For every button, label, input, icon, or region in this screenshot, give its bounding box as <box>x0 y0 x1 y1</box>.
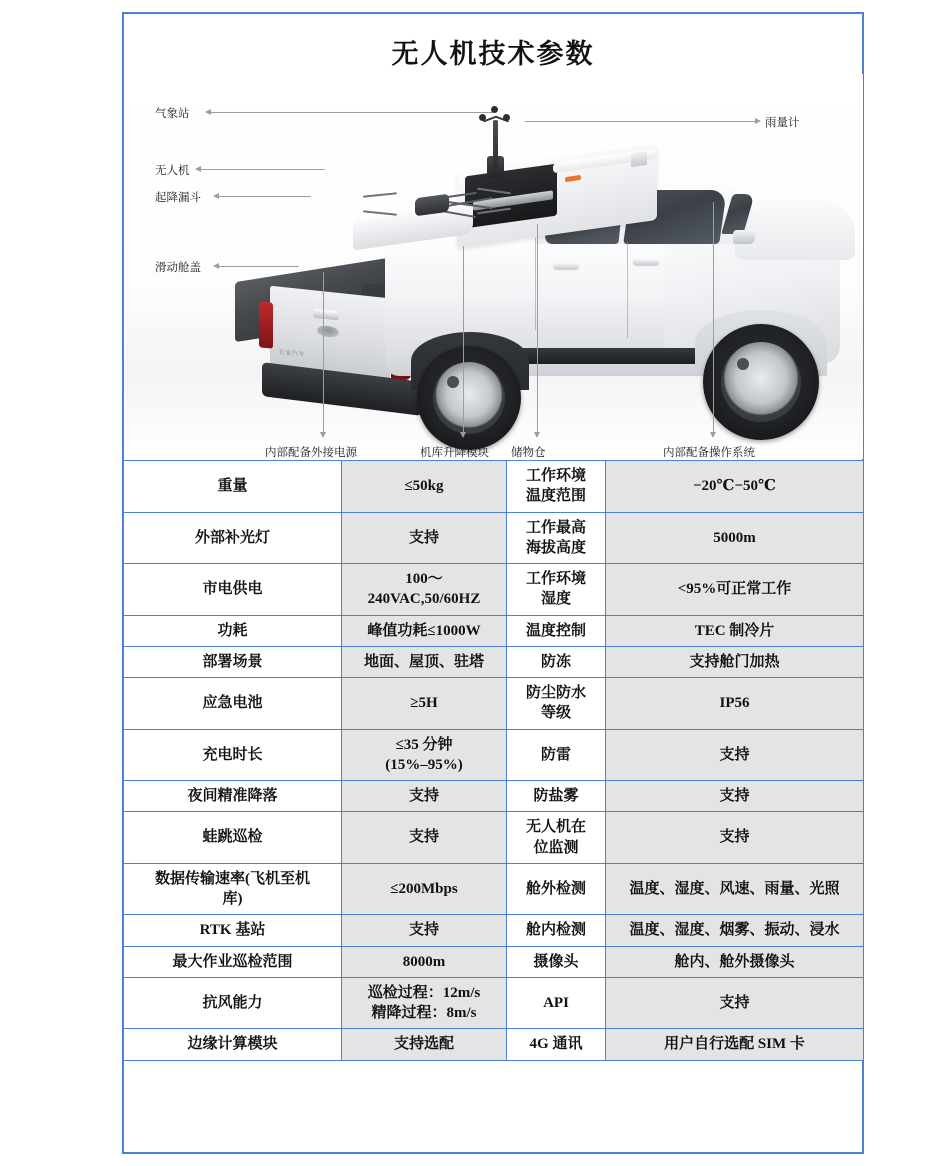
cell-line: 外部补光灯 <box>194 529 270 546</box>
cell-line: 边缘计算模块 <box>187 1036 278 1053</box>
cell-line: 舱内、舱外摄像头 <box>674 953 795 970</box>
callout-arrow-operating-system <box>710 432 716 438</box>
taillight-left <box>259 301 273 348</box>
table-cell-1-3 <box>606 512 864 564</box>
table-cell-0-2 <box>507 461 606 513</box>
table-row <box>124 678 864 730</box>
table-cell-6-2 <box>507 729 606 781</box>
table-row <box>124 1029 864 1060</box>
callout-label-drone: 无人机 <box>155 165 190 177</box>
cell-line: 无人机在 <box>525 819 586 836</box>
callout-label-rain-gauge: 雨量计 <box>765 117 800 129</box>
side-mirror <box>733 230 755 244</box>
table-cell-5-3 <box>606 678 864 730</box>
table-cell-1-0 <box>124 512 342 564</box>
cell-line: 温度、湿度、烟雾、振动、浸水 <box>629 922 840 939</box>
cell-line: 摄像头 <box>533 953 579 970</box>
product-diagram <box>125 74 863 459</box>
table-row <box>124 512 864 564</box>
cell-line: 支持舱门加热 <box>689 653 780 670</box>
cell-line: 海拔高度 <box>525 539 586 556</box>
cell-line: 最大作业巡检范围 <box>172 953 293 970</box>
table-cell-9-1 <box>342 863 507 915</box>
table-cell-7-1 <box>342 781 507 812</box>
table-cell-6-1 <box>342 729 507 781</box>
table-cell-0-1 <box>342 461 507 513</box>
cell-line: 支持 <box>408 788 439 804</box>
table-cell-11-1 <box>342 946 507 977</box>
table-cell-8-0 <box>124 812 342 864</box>
table-cell-4-0 <box>124 646 342 677</box>
table-cell-1-1 <box>342 512 507 564</box>
table-cell-3-1 <box>342 615 507 646</box>
table-cell-9-0 <box>124 863 342 915</box>
table-row <box>124 615 864 646</box>
table-cell-10-2 <box>507 915 606 946</box>
front-rim <box>721 342 801 422</box>
rear-wheel <box>417 346 521 450</box>
cell-line: ≤200Mbps <box>390 880 458 897</box>
table-cell-2-0 <box>124 564 342 616</box>
callout-line-sliding-cover <box>219 266 299 267</box>
table-cell-12-2 <box>507 977 606 1029</box>
cell-line: (15%–95%) <box>385 756 463 773</box>
cell-line: 市电供电 <box>202 581 263 598</box>
cell-line: 8000m <box>402 953 446 970</box>
callout-line-operating-system <box>713 202 714 434</box>
weather-station-mast <box>493 120 498 172</box>
table-cell-2-3 <box>606 564 864 616</box>
table-cell-1-2 <box>507 512 606 564</box>
callout-arrow-sliding-cover <box>213 263 219 269</box>
door-handle-rear <box>553 262 579 269</box>
drone-propeller-2 <box>363 210 397 216</box>
table-cell-0-3 <box>606 461 864 513</box>
cell-line: IP56 <box>719 695 750 712</box>
cell-line: 地面、屋顶、驻塔 <box>363 653 484 670</box>
rear-rim <box>433 362 505 434</box>
cell-line: 精降过程：8m/s <box>371 1005 477 1021</box>
page-title: 无人机技术参数 <box>391 39 595 69</box>
pickup-truck-illustration <box>235 134 863 454</box>
cell-line: 支持 <box>408 529 439 546</box>
table-cell-2-2 <box>507 564 606 616</box>
table-cell-5-1 <box>342 678 507 730</box>
table-cell-9-3 <box>606 863 864 915</box>
cell-line: 支持选配 <box>393 1036 454 1053</box>
cell-line: API <box>543 994 569 1011</box>
table-cell-4-1 <box>342 646 507 677</box>
callout-arrow-weather-station <box>205 109 211 115</box>
table-cell-7-2 <box>507 781 606 812</box>
front-hub <box>737 358 749 370</box>
callout-line-landing-funnel <box>219 196 311 197</box>
table-cell-3-3 <box>606 615 864 646</box>
cell-line: 位监测 <box>533 839 579 856</box>
table-cell-3-2 <box>507 615 606 646</box>
table-cell-12-0 <box>124 977 342 1029</box>
cell-line: 支持 <box>408 829 439 846</box>
cell-line: 库) <box>222 891 243 907</box>
cell-line: 防雷 <box>540 746 571 763</box>
table-cell-7-3 <box>606 781 864 812</box>
callout-arrow-storage <box>534 432 540 438</box>
table-cell-5-2 <box>507 678 606 730</box>
cell-line: 舱内检测 <box>525 922 586 939</box>
cell-line: ≥5H <box>410 695 438 712</box>
table-cell-5-0 <box>124 678 342 730</box>
cell-line: 工作最高 <box>525 519 586 536</box>
table-row <box>124 915 864 946</box>
cell-line: 等级 <box>540 705 571 722</box>
cell-line: 工作环境 <box>525 571 586 587</box>
table-cell-8-1 <box>342 812 507 864</box>
callout-line-storage <box>537 224 538 434</box>
cell-line: 充电时长 <box>202 746 263 763</box>
door-seam-front <box>627 242 628 338</box>
table-cell-13-1 <box>342 1029 507 1060</box>
table-row <box>124 461 864 513</box>
cell-line: 舱外检测 <box>525 880 586 897</box>
cell-line: 抗风能力 <box>202 994 263 1011</box>
cell-line: 支持 <box>719 994 750 1011</box>
table-row <box>124 946 864 977</box>
cell-line: 工作环境 <box>525 468 586 484</box>
callout-line-external-power <box>323 272 324 434</box>
cell-line: 峰值功耗≤1000W <box>367 622 481 639</box>
cell-line: 100～ <box>405 571 443 587</box>
table-cell-4-2 <box>507 646 606 677</box>
callout-label-sliding-cover: 滑动舱盖 <box>155 262 201 274</box>
cell-line: RTK 基站 <box>199 922 266 939</box>
table-row <box>124 863 864 915</box>
cell-line: 支持 <box>719 788 750 804</box>
cell-line: 防尘防水 <box>525 685 586 701</box>
anemometer-cup-1 <box>479 114 486 121</box>
vehicle-brand-badge: 长安汽车 <box>279 349 306 359</box>
table-cell-3-0 <box>124 615 342 646</box>
table-cell-13-0 <box>124 1029 342 1060</box>
table-cell-11-2 <box>507 946 606 977</box>
table-cell-4-3 <box>606 646 864 677</box>
table-cell-13-3 <box>606 1029 864 1060</box>
callout-line-weather-station <box>211 112 493 113</box>
cell-line: 防盐雾 <box>533 788 579 804</box>
spec-table <box>123 460 864 1061</box>
callout-line-drone <box>201 169 325 170</box>
table-cell-12-1 <box>342 977 507 1029</box>
cell-line: 功耗 <box>217 622 248 639</box>
rear-hub <box>447 376 459 388</box>
cell-line: ≤50kg <box>404 478 444 495</box>
callout-label-weather-station: 气象站 <box>155 108 190 120</box>
table-cell-8-2 <box>507 812 606 864</box>
table-cell-11-0 <box>124 946 342 977</box>
cell-line: −20℃−50℃ <box>692 478 777 495</box>
cell-line: 重量 <box>217 478 248 495</box>
cell-line: 4G 通讯 <box>529 1036 583 1053</box>
table-cell-6-3 <box>606 729 864 781</box>
callout-label-operating-system: 内部配备操作系统 <box>663 447 755 459</box>
table-cell-10-1 <box>342 915 507 946</box>
table-cell-7-0 <box>124 781 342 812</box>
callout-arrow-drone <box>195 166 201 172</box>
cell-line: 用户自行选配 SIM 卡 <box>664 1036 805 1053</box>
door-handle-front <box>633 258 659 265</box>
table-cell-8-3 <box>606 812 864 864</box>
door-seam-rear <box>535 238 536 330</box>
cell-line: 温度控制 <box>525 622 586 639</box>
table-cell-11-3 <box>606 946 864 977</box>
table-cell-2-1 <box>342 564 507 616</box>
table-row <box>124 729 864 781</box>
callout-arrow-landing-funnel <box>213 193 219 199</box>
table-row <box>124 646 864 677</box>
cell-line: <95%可正常工作 <box>677 581 792 598</box>
rain-gauge <box>631 151 647 167</box>
cell-line: 夜间精准降落 <box>187 788 278 804</box>
callout-label-storage: 储物仓 <box>511 447 546 459</box>
table-cell-6-0 <box>124 729 342 781</box>
cell-line: 支持 <box>719 746 750 763</box>
cell-line: 防冻 <box>540 653 571 670</box>
cell-line: 蛙跳巡检 <box>202 829 263 846</box>
cell-line: 部署场景 <box>202 653 263 670</box>
table-row <box>124 977 864 1029</box>
callout-label-external-power: 内部配备外接电源 <box>265 447 357 459</box>
callout-line-lift-module <box>463 246 464 434</box>
callout-line-rain-gauge <box>525 121 755 122</box>
callout-arrow-external-power <box>320 432 326 438</box>
cell-line: 应急电池 <box>202 695 263 712</box>
callout-label-lift-module: 机库升降模块 <box>420 447 489 459</box>
callout-arrow-rain-gauge <box>755 118 761 124</box>
table-row <box>124 781 864 812</box>
document-frame <box>122 12 864 1154</box>
table-cell-0-0 <box>124 461 342 513</box>
cell-line: 巡检过程：12m/s <box>367 984 481 1001</box>
table-cell-13-2 <box>507 1029 606 1060</box>
drone-propeller-1 <box>363 192 397 198</box>
cell-line: 湿度 <box>540 591 571 608</box>
cell-line: 支持 <box>719 829 750 846</box>
table-row <box>124 564 864 616</box>
cell-line: 数据传输速率(飞机至机 <box>155 870 310 887</box>
cell-line: 温度、湿度、风速、雨量、光照 <box>629 880 840 897</box>
cell-line: TEC 制冷片 <box>694 622 775 639</box>
anemometer-cup-2 <box>503 114 510 121</box>
callout-label-landing-funnel: 起降漏斗 <box>155 192 201 204</box>
cell-line: 5000m <box>713 529 756 546</box>
table-row <box>124 812 864 864</box>
table-cell-12-3 <box>606 977 864 1029</box>
callout-arrow-lift-module <box>460 432 466 438</box>
front-wheel <box>703 324 819 440</box>
spec-table-body <box>124 461 864 1061</box>
cell-line: 支持 <box>408 922 439 939</box>
cell-line: ≤35 分钟 <box>395 736 453 753</box>
cell-line: 温度范围 <box>525 488 586 505</box>
table-cell-10-0 <box>124 915 342 946</box>
cell-line: 240VAC,50/60HZ <box>367 591 481 608</box>
table-cell-10-3 <box>606 915 864 946</box>
table-cell-9-2 <box>507 863 606 915</box>
